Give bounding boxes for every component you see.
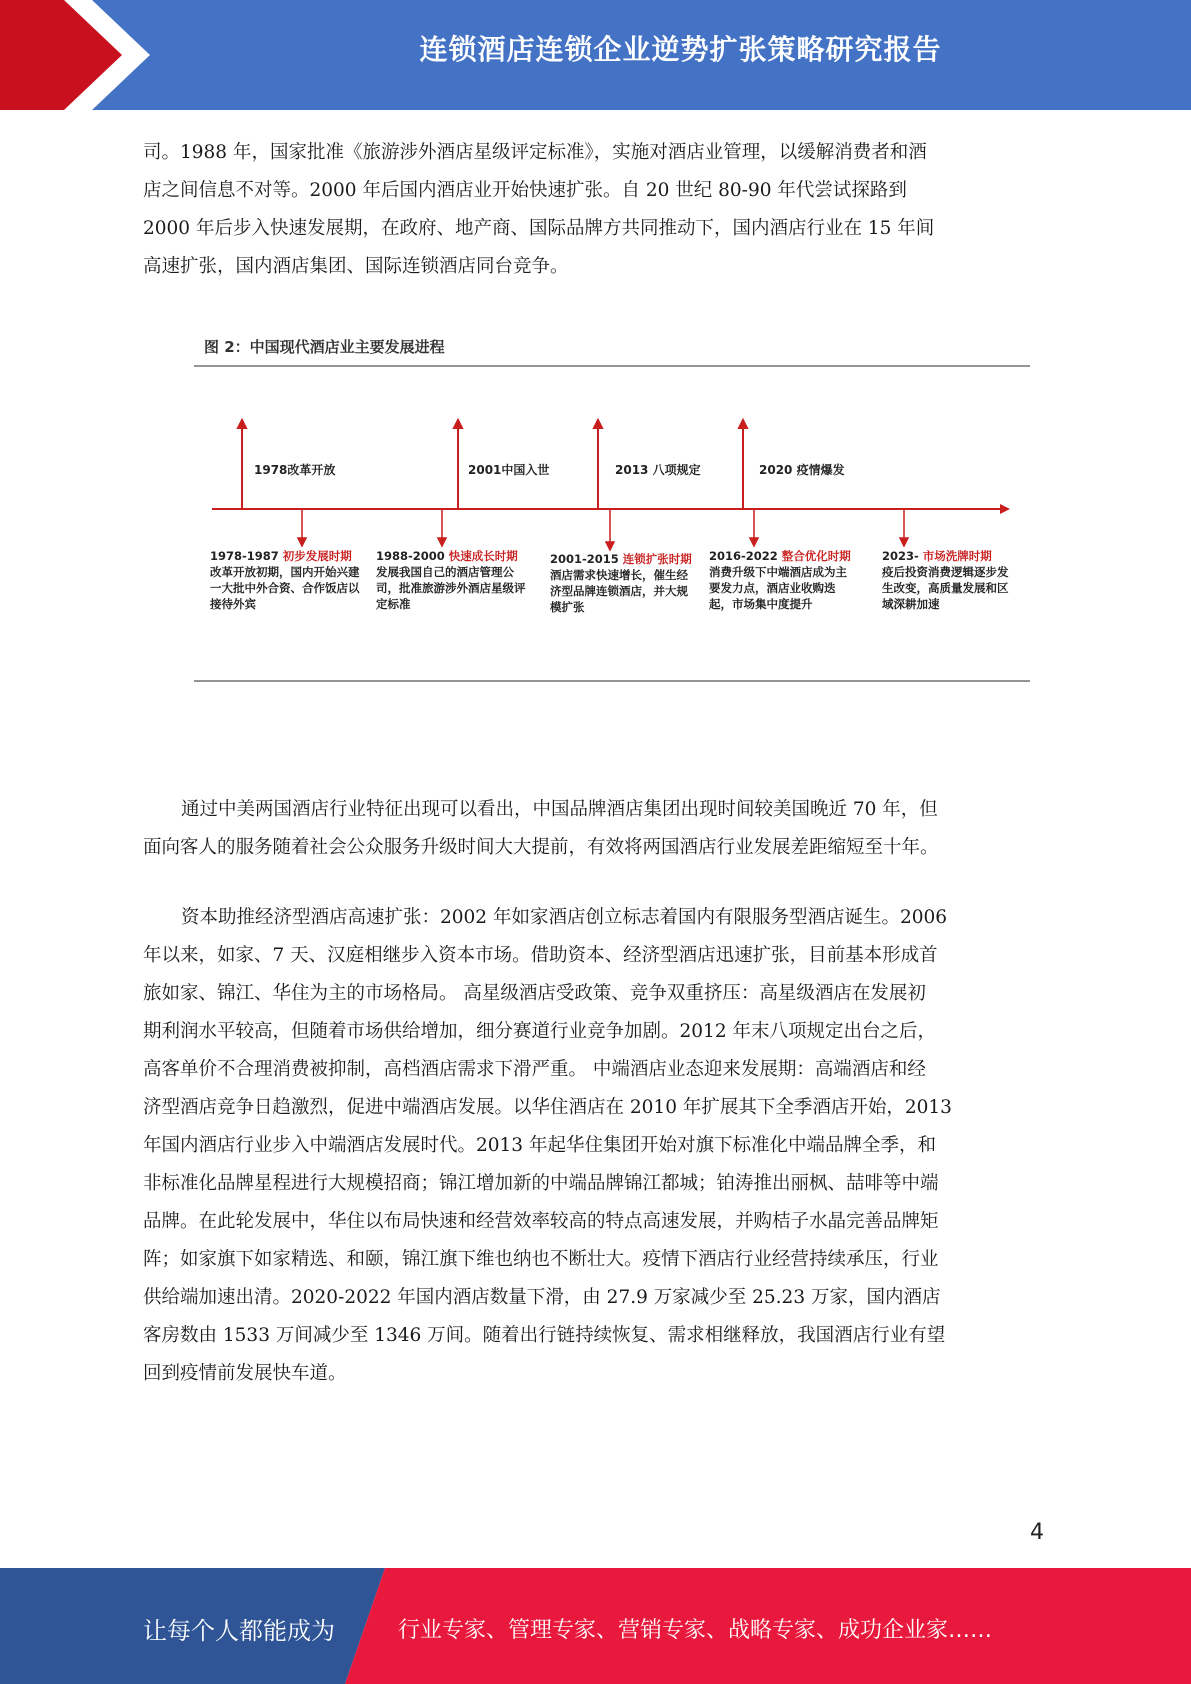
timeline-figure bbox=[194, 332, 1031, 684]
period-phase: 快速成长时期 bbox=[448, 549, 518, 563]
header-arrow-decoration bbox=[0, 0, 160, 110]
text-line: 资本助推经济型酒店高速扩张：2002 年如家酒店创立标志着国内有限服务型酒店诞生。2006 bbox=[181, 907, 948, 928]
period-phase: 市场洗牌时期 bbox=[922, 549, 992, 563]
paragraph-2 bbox=[143, 791, 1048, 867]
period-description: 发展我国自己的酒店管理公司，批准旅游涉外酒店星级评定标准 bbox=[376, 565, 526, 611]
event-arrowhead bbox=[238, 420, 246, 428]
period-description: 酒店需求快速增长，催生经济型品牌连锁酒店，并大规模扩张 bbox=[550, 568, 688, 614]
text-line: 店之间信息不对等。2000 年后国内酒店业开始快速扩张。自 20 世纪 80-90 年代尝试探路到 bbox=[143, 180, 907, 201]
event-label: 2020 疫情爆发 bbox=[759, 463, 845, 477]
event-arrowhead bbox=[594, 420, 602, 428]
text-line: 面向客人的服务随着社会公众服务升级时间大大提前，有效将两国酒店行业发展差距缩短至十年。 bbox=[143, 837, 939, 858]
timeline-graphic bbox=[194, 332, 1031, 684]
text-line: 阵；如家旗下如家精选、和颐，锦江旗下维也纳也不断壮大。疫情下酒店行业经营持续承压，行业 bbox=[143, 1249, 939, 1270]
period-arrowhead bbox=[900, 538, 908, 546]
footer-slogan-right: 行业专家、管理专家、营销专家、战略专家、成功企业家…… bbox=[398, 1618, 993, 1643]
text-line: 济型酒店竞争日趋激烈，促进中端酒店发展。以华住酒店在 2010 年扩展其下全季酒店开始，2013 bbox=[143, 1097, 952, 1118]
period-description: 改革开放初期，国内开始兴建一大批中外合资、合作饭店以接待外宾 bbox=[210, 565, 360, 611]
period-block bbox=[550, 551, 690, 615]
event-label: 2001中国入世 bbox=[468, 463, 550, 477]
period-block bbox=[709, 548, 849, 612]
event-label: 2013 八项规定 bbox=[615, 463, 701, 477]
text-line: 非标准化品牌星程进行大规模招商；锦江增加新的中端品牌锦江都城；铂涛推出丽枫、喆啡等中端 bbox=[143, 1173, 939, 1194]
text-line: 年以来，如家、7 天、汉庭相继步入资本市场。借助资本、经济型酒店迅速扩张，目前基本形成首 bbox=[143, 945, 938, 966]
text-line: 旅如家、锦江、华住为主的市场格局。 高星级酒店受政策、竞争双重挤压：高星级酒店在发展初 bbox=[143, 983, 926, 1004]
text-line: 回到疫情前发展快车道。 bbox=[143, 1363, 347, 1384]
period-block bbox=[882, 548, 1012, 612]
text-line: 供给端加速出清。2020-2022 年国内酒店数量下滑，由 27.9 万家减少至 25.23 万家，国内酒店 bbox=[143, 1287, 941, 1308]
text-line: 品牌。在此轮发展中，华住以布局快速和经营效率较高的特点高速发展，并购桔子水晶完善品牌矩 bbox=[143, 1211, 939, 1232]
paragraph-1 bbox=[143, 134, 1048, 286]
axis-arrowhead bbox=[1000, 504, 1010, 514]
text-line: 期利润水平较高，但随着市场供给增加，细分赛道行业竞争加剧。2012 年末八项规定出台之后， bbox=[143, 1021, 936, 1042]
period-years: 1988-2000 bbox=[376, 549, 449, 563]
period-arrowhead bbox=[750, 538, 758, 546]
period-years: 2023- bbox=[882, 549, 923, 563]
event-arrowhead bbox=[454, 420, 462, 428]
event-arrowhead bbox=[739, 420, 747, 428]
figure-title: 图 2：中国现代酒店业主要发展进程 bbox=[204, 338, 445, 356]
footer-slogan-left: 让每个人都能成为 bbox=[143, 1617, 335, 1645]
period-description: 疫后投资消费逻辑逐步发生改变，高质量发展和区域深耕加速 bbox=[882, 565, 1009, 611]
period-phase: 连锁扩张时期 bbox=[622, 552, 692, 566]
period-years: 2001-2015 bbox=[550, 552, 623, 566]
period-arrowhead bbox=[298, 538, 306, 546]
period-block bbox=[376, 548, 536, 612]
text-line: 客房数由 1533 万间减少至 1346 万间。随着出行链持续恢复、需求相继释放，我国酒店行业有望 bbox=[143, 1325, 946, 1346]
page-number: 4 bbox=[1030, 1520, 1044, 1545]
text-line: 高速扩张，国内酒店集团、国际连锁酒店同台竞争。 bbox=[143, 256, 569, 277]
period-block bbox=[210, 548, 370, 612]
paragraph-3 bbox=[143, 899, 1048, 1393]
report-title: 连锁酒店连锁企业逆势扩张策略研究报告 bbox=[419, 33, 942, 66]
text-line: 通过中美两国酒店行业特征出现可以看出，中国品牌酒店集团出现时间较美国晚近 70 年，但 bbox=[181, 799, 938, 820]
period-phase: 整合优化时期 bbox=[781, 549, 851, 563]
text-line: 司。1988 年，国家批准《旅游涉外酒店星级评定标准》，实施对酒店业管理，以缓解消费者和酒 bbox=[143, 142, 927, 163]
text-line: 2000 年后步入快速发展期，在政府、地产商、国际品牌方共同推动下，国内酒店行业在 15 年间 bbox=[143, 218, 935, 239]
event-label: 1978改革开放 bbox=[254, 463, 336, 477]
period-arrowhead bbox=[438, 538, 446, 546]
page-footer bbox=[0, 1568, 1191, 1684]
page-header bbox=[0, 0, 1191, 110]
period-arrowhead bbox=[606, 542, 614, 550]
period-description: 消费升级下中端酒店成为主要发力点，酒店业收购迭起，市场集中度提升 bbox=[709, 565, 847, 611]
period-years: 1978-1987 bbox=[210, 549, 283, 563]
text-line: 高客单价不合理消费被抑制，高档酒店需求下滑严重。 中端酒店业态迎来发展期：高端酒店和经 bbox=[143, 1059, 926, 1080]
text-line: 年国内酒店行业步入中端酒店发展时代。2013 年起华住集团开始对旗下标准化中端品牌全季，和 bbox=[143, 1135, 936, 1156]
period-years: 2016-2022 bbox=[709, 549, 782, 563]
period-phase: 初步发展时期 bbox=[282, 549, 352, 563]
